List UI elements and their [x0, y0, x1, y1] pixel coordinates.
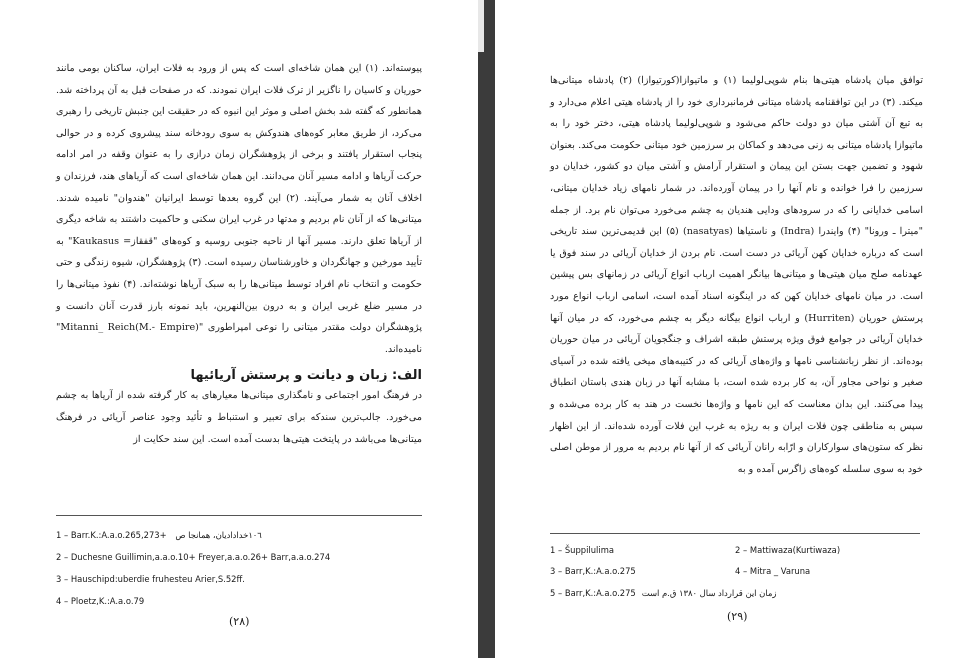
footnote-rule [550, 533, 920, 534]
footnote-2: 2 – Mattiwaza(Kurtiwaza) [735, 545, 841, 555]
footnote-5: 5 – Barr,K.:A.a.o.275 زمان این قرارداد سال ۱۳۸۰ ق.م است [550, 588, 777, 598]
gutter-highlight [478, 0, 484, 52]
right-paragraph-1: توافق میان پادشاه هیتی‌ها بنام شوپی‌لولیما (۱) و ماتیوازا(کورتیوازا) (۲) پادشاه میتانی‌ها میکند. (۳) در این توافقنامه پادشاه میتانی فرمانبرداری خود را از پادشاه هیتی اعلام می‌دارد و به تبع آن آشتی میان دو دولت حاکم می‌شود و شوپی‌لولیما پادشاه هیتی، دختر خود را به ماتیوازا پادشاه میتانی به زنی می‌دهد و کماکان بر سرزمین خود میتانی حکومت می‌کند. بعنوان شهود و تضمین جهت بستن این پیمان و استقرار آرامش و آشتی میان دو کشور، خدایان دو سرزمین را فرا خوانده و نام آنها را در پیمان آورده‌اند. در شمار نامهای زیاد خدایان میتانی، اسامی خدایانی را که در سرودهای ودایی هندیان به چشم می‌خورد می‌توان نام برد. از جمله "میترا ـ ورونا" (۴) وایندرا (Indra) و ناستیاها (nasatyas) (۵) این قدیمی‌ترین سند تاریخی است که درباره خدایان کهن آریائی در دست است. نام بردن از خدایان آریائی در سند فوق یا عهدنامه صلح میان هیتی‌ها و میتانی‌ها بیانگر اهمیت ارباب انواع آریائی در زمانهای بس پیشین است. در میان نامهای خدایان کهن که در اینگونه اسناد آمده است، اسامی ارباب انواع مورد پرستش حوریان (Hurriten) و ارباب انواع بیگانه دیگر به چشم می‌خورد، که در میان آنها خدایان آریائی در جوامع فوق ویژه پرستش طبقه اشراف و جنگجویان آریائی در میان حوریان بوده‌اند. از نظر زبانشناسی نامها و واژه‌های آریائی که در کتیبه‌های میخی یافته شده در آسیای صغیر و نواحی مجاور آن، به کار برده شده است، با مشابه آنها در زبان هندی باستان انطباق پیدا می‌کنند. این بدان معناست که این نامها و واژه‌ها نخست در هند به کار برده می‌شده و سپس به مناطقی چون فلات ایران و به ریژه به غرب این فلات آورده شده‌اند. از این اظهار نظر که ستون‌های سوارکاران و ارّابه رانان آریائی که از آنها نام بردیم به مرور از موطن اصلی خود به سوی سلسله کوه‌های زاگرس آمده و به [550, 75, 923, 475]
footnote-4: 4 – Mitra _ Varuna [735, 566, 811, 576]
footnote-row [550, 540, 920, 561]
footnote-4: 4 – Ploetz,K.:A.a.o.79 [56, 596, 145, 606]
footnote-3: 3 – Barr,K.:A.a.o.275 [550, 566, 636, 576]
left-footnotes [56, 515, 422, 612]
footnote-row [550, 561, 920, 582]
section-heading: الف: زبان و دیانت و پرستش آریائیها [190, 368, 422, 384]
footnote-1: 1 – Barr.K.:A.a.o.265,273+ ١٠٦خدادادیان، همانجا ص [56, 530, 262, 540]
right-footnotes [550, 533, 920, 604]
book-gutter [478, 0, 495, 658]
footnote-1: 1 – Šuppilulima [550, 545, 615, 555]
footnote-3: 3 – Hauschipd:uberdie fruhesteu Arier,S.52ff. [56, 574, 245, 584]
left-paragraph-2: در فرهنگ امور اجتماعی و نامگذاری میتانی‌ها معیارهای به کار گرفته شده از آریاها به چشم می‌خورد. جالب‌ترین سندکه برای تعبیر و استنباط و تأئید وجود عناصر آریائی در فرهنگ میتانی‌ها می‌باشد در پایتخت هیتی‌ها بدست آمده است. این سند حکایت از [56, 390, 422, 445]
footnote-2: 2 – Duchesne Guillimin,a.a.o.10+ Freyer,a.a.o.26+ Barr,a.a.o.274 [56, 552, 331, 562]
right-page-number: (۲۹) [727, 610, 748, 623]
left-page-number: (۲۸) [229, 615, 250, 628]
left-paragraph-1: پیوسته‌اند. (۱) این همان شاخه‌ای است که پس از ورود به فلات ایران، ساکنان بومی مانند حوریان و کاسیان را ناگزیر از ترک فلات ایران نمودند. که در صفحات قبل به آن پرداخته شد. همانطور که گفته شد بخش اصلی و موثر این انبوه که در حقیقت این جنبش تاریخی را رهبری می‌کرد، از طریق معابر کوه‌های هندوکش به سوی رودخانه سند پیشروی کرده و در حوالی پنجاب استقرار یافتند و برخی از پژوهشگران زمان درازی را به عنوان وقفه در امر ادامه حرکت آریاها و ادامه مسیر آنان می‌دانند. این همان شاخه‌ای است که آریاهای هند، فرزندان و اخلاف آنان به شمار می‌آیند. (۲) این گروه بعدها توسط ایرانیان "هندوان" نامیده شدند. میتانی‌ها که از آنان نام بردیم و مدتها در غرب ایران سکنی و حاکمیت داشتند به شاخه دیگری از آریاها تعلق دارند. مسیر آنها از ناحیه جنوبی روسیه و کوه‌های "قفقاز= Kaukasus" به تأیید مورخین و جهانگردان و خاورشناسان رسیده است. (۳) پژوهشگران، شیوه زندگی و حتی حکومت و انتخاب نام افراد توسط میتانی‌ها را به سبک آریاها نوشته‌اند. (۴) نفوذ میتانی‌ها را در مسیر ضلع غربی ایران و به درون بین‌النهرین، باید نمونه بارز قدرت آنان دانست و پژوهشگران دولت مقتدر میتانی را نوعی امپراطوری "Mitanni_ Reich(M.- Empire)" نامیده‌اند. [56, 63, 423, 355]
footnote-rule [56, 515, 422, 516]
